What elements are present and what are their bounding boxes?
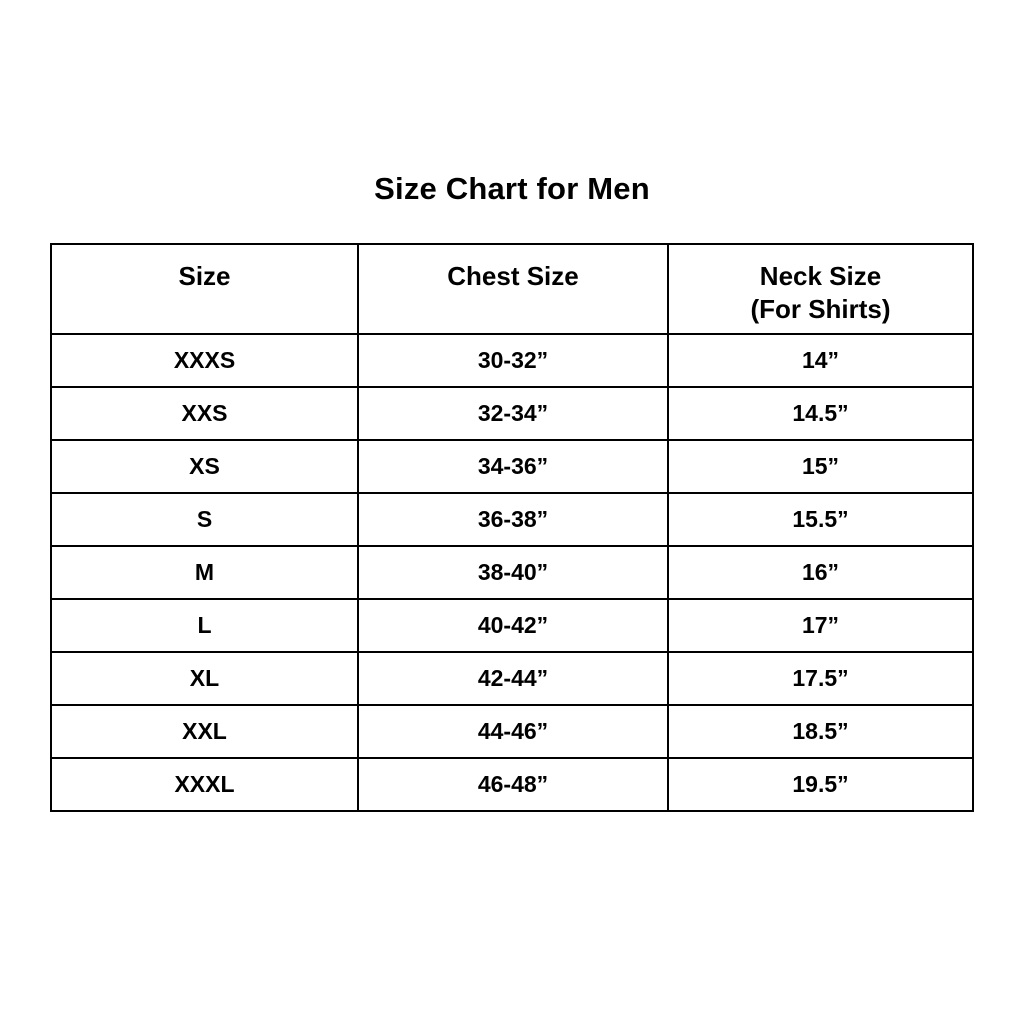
- header-row: [51, 244, 973, 334]
- table-row: [51, 387, 973, 440]
- cell-chest-size: 38-40”: [358, 546, 668, 599]
- cell-neck-size: 14.5”: [668, 387, 973, 440]
- cell-size: L: [51, 599, 358, 652]
- cell-chest-size: 30-32”: [358, 334, 668, 387]
- size-chart-table: [50, 243, 974, 812]
- cell-chest-size: 36-38”: [358, 493, 668, 546]
- header-neck-size-sublabel: (For Shirts): [750, 293, 891, 324]
- cell-size: XXXS: [51, 334, 358, 387]
- table-row: [51, 493, 973, 546]
- cell-size: XXXL: [51, 758, 358, 811]
- cell-chest-size: 40-42”: [358, 599, 668, 652]
- cell-neck-size: 14”: [668, 334, 973, 387]
- cell-neck-size: 15.5”: [668, 493, 973, 546]
- cell-size: S: [51, 493, 358, 546]
- cell-size: XL: [51, 652, 358, 705]
- cell-neck-size: 16”: [668, 546, 973, 599]
- header-chest-size: [358, 244, 668, 334]
- cell-size: XS: [51, 440, 358, 493]
- header-neck-size-label: Neck Size: [759, 261, 882, 291]
- page-title: Size Chart for Men: [374, 171, 650, 206]
- cell-neck-size: 17.5”: [668, 652, 973, 705]
- cell-chest-size: 44-46”: [358, 705, 668, 758]
- table-row: [51, 334, 973, 387]
- cell-chest-size: 46-48”: [358, 758, 668, 811]
- cell-neck-size: 15”: [668, 440, 973, 493]
- table-row: [51, 599, 973, 652]
- table-header: [51, 244, 973, 334]
- cell-size: XXS: [51, 387, 358, 440]
- table-row: [51, 440, 973, 493]
- header-chest-size-label: Chest Size: [447, 261, 579, 291]
- cell-chest-size: 42-44”: [358, 652, 668, 705]
- table-body: [51, 334, 973, 811]
- header-size: [51, 244, 358, 334]
- cell-neck-size: 17”: [668, 599, 973, 652]
- cell-chest-size: 32-34”: [358, 387, 668, 440]
- table-row: [51, 705, 973, 758]
- cell-chest-size: 34-36”: [358, 440, 668, 493]
- cell-size: XXL: [51, 705, 358, 758]
- cell-size: M: [51, 546, 358, 599]
- table-row: [51, 758, 973, 811]
- table-row: [51, 652, 973, 705]
- header-size-label: Size: [178, 261, 231, 291]
- table-row: [51, 546, 973, 599]
- cell-neck-size: 18.5”: [668, 705, 973, 758]
- cell-neck-size: 19.5”: [668, 758, 973, 811]
- header-neck-size: [668, 244, 973, 334]
